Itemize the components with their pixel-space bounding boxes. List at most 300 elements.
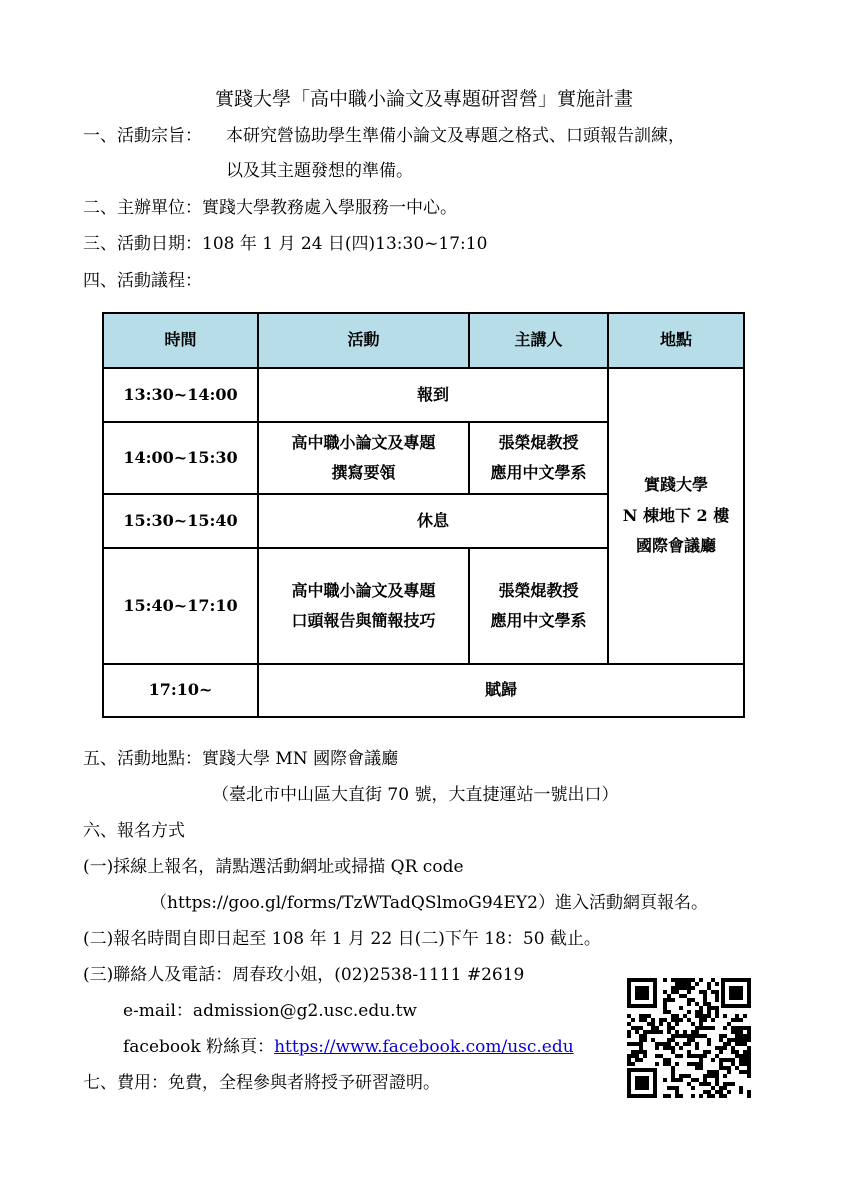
table-rule <box>468 421 470 493</box>
location-line1: 實踐大學 <box>643 475 708 495</box>
qr-module <box>635 1058 639 1062</box>
qr-module <box>691 978 695 982</box>
qr-module <box>699 1010 703 1014</box>
qr-module <box>699 990 703 994</box>
qr-module <box>747 1094 751 1098</box>
qr-module <box>651 1022 655 1026</box>
qr-module <box>675 1034 679 1038</box>
qr-module <box>643 1018 647 1022</box>
qr-module <box>695 1030 699 1034</box>
qr-module <box>687 1010 691 1014</box>
qr-module <box>707 1002 711 1006</box>
qr-module <box>679 1034 683 1038</box>
qr-module <box>639 1026 643 1030</box>
qr-module <box>711 978 715 982</box>
registration-item-2: (二)報名時間自即日起至 108 年 1 月 22 日(二)下午 18：50 截止。 <box>83 929 601 949</box>
facebook-link[interactable]: https://www.facebook.com/usc.edu <box>274 1037 574 1057</box>
qr-module <box>655 1030 659 1034</box>
qr-module <box>715 1078 719 1082</box>
qr-module <box>639 1018 643 1022</box>
qr-module <box>679 1074 683 1078</box>
qr-module <box>719 1066 723 1070</box>
qr-module <box>687 1042 691 1046</box>
qr-module <box>679 994 683 998</box>
qr-module <box>679 986 683 990</box>
row5-activity: 賦歸 <box>484 680 517 700</box>
qr-module <box>699 1034 703 1038</box>
qr-module <box>635 1030 639 1034</box>
row4-time: 15:40~17:10 <box>123 595 238 615</box>
qr-module <box>627 1014 631 1018</box>
qr-module <box>639 1014 643 1018</box>
qr-module <box>679 1094 683 1098</box>
qr-module <box>703 1082 707 1086</box>
qr-module <box>671 1026 675 1030</box>
qr-module <box>691 1054 695 1058</box>
qr-module <box>663 990 667 994</box>
qr-module <box>687 1002 691 1006</box>
qr-module <box>735 1038 739 1042</box>
purpose-line-1: 本研究營協助學生準備小論文及專題之格式、口頭報告訓練， <box>226 126 685 146</box>
qr-module <box>687 1054 691 1058</box>
qr-module <box>719 1046 723 1050</box>
qr-module <box>675 990 679 994</box>
table-rule <box>104 421 609 423</box>
row2-activity <box>259 423 468 493</box>
registration-form-url: （https://goo.gl/forms/TzWTadQSlmoG94EY2）進入活動網頁報名。 <box>150 893 708 913</box>
row4-activity-line1: 高中職小論文及專題 <box>291 580 436 600</box>
qr-module <box>683 986 687 990</box>
qr-module <box>699 1014 703 1018</box>
qr-module <box>663 1018 667 1022</box>
qr-module <box>715 1046 719 1050</box>
table-rule <box>104 367 743 369</box>
qr-module <box>719 1058 723 1062</box>
qr-module <box>695 1026 699 1030</box>
qr-module <box>711 990 715 994</box>
qr-module <box>735 1042 739 1046</box>
qr-module <box>739 1026 743 1030</box>
qr-module <box>747 1054 751 1058</box>
qr-module <box>639 1034 643 1038</box>
qr-module <box>643 1030 647 1034</box>
qr-module <box>739 1038 743 1042</box>
qr-module <box>643 1054 647 1058</box>
qr-module <box>703 1034 707 1038</box>
qr-module <box>675 1042 679 1046</box>
qr-module <box>715 1010 719 1014</box>
qr-module <box>655 1042 659 1046</box>
qr-module <box>675 1062 679 1066</box>
row3-activity: 休息 <box>416 510 449 530</box>
qr-module <box>663 1058 667 1062</box>
qr-module <box>707 986 711 990</box>
qr-module <box>635 1050 639 1054</box>
qr-module <box>663 1078 667 1082</box>
qr-module <box>695 1046 699 1050</box>
qr-module <box>687 986 691 990</box>
header-speaker: 主講人 <box>470 314 607 367</box>
qr-module <box>723 1058 727 1062</box>
qr-module <box>735 1030 739 1034</box>
qr-module <box>711 1058 715 1062</box>
qr-module <box>723 1074 727 1078</box>
qr-module <box>675 1018 679 1022</box>
qr-module <box>735 1050 739 1054</box>
qr-module <box>743 1054 747 1058</box>
qr-module <box>691 1022 695 1026</box>
row4-activity <box>259 549 468 663</box>
qr-module <box>723 1086 727 1090</box>
qr-module <box>683 1034 687 1038</box>
qr-module <box>695 982 699 986</box>
qr-module <box>727 1022 731 1026</box>
qr-module <box>659 1054 663 1058</box>
venue-line-2: （臺北市中山區大直街 70 號，大直捷運站一號出口） <box>212 785 619 805</box>
qr-module <box>663 998 667 1002</box>
qr-module <box>747 1034 751 1038</box>
qr-module <box>639 1042 643 1046</box>
qr-module <box>687 1034 691 1038</box>
qr-module <box>659 1030 663 1034</box>
schedule-table <box>102 312 745 718</box>
qr-module <box>715 982 719 986</box>
qr-module <box>627 1030 631 1034</box>
qr-module <box>735 1066 739 1070</box>
qr-module <box>739 1054 743 1058</box>
qr-module <box>643 1034 647 1038</box>
qr-module <box>699 1026 703 1030</box>
qr-module <box>731 1058 735 1062</box>
qr-module <box>659 1042 663 1046</box>
qr-module <box>683 982 687 986</box>
qr-module <box>707 1026 711 1030</box>
qr-module <box>663 1042 667 1046</box>
qr-module <box>727 1038 731 1042</box>
qr-module <box>703 1026 707 1030</box>
qr-module <box>719 1050 723 1054</box>
qr-module <box>687 990 691 994</box>
qr-module <box>675 1022 679 1026</box>
qr-module <box>727 1066 731 1070</box>
qr-module <box>667 1042 671 1046</box>
qr-module <box>667 1058 671 1062</box>
qr-module <box>675 982 679 986</box>
venue-line-1: 五、活動地點：實踐大學 MN 國際會議廳 <box>83 749 399 769</box>
qr-module <box>679 1018 683 1022</box>
qr-module <box>663 1006 667 1010</box>
qr-module <box>715 994 719 998</box>
qr-module <box>695 1010 699 1014</box>
qr-module <box>747 1046 751 1050</box>
qr-module <box>743 1062 747 1066</box>
qr-module <box>631 1054 635 1058</box>
qr-module <box>727 1042 731 1046</box>
qr-module <box>647 1030 651 1034</box>
facebook-label: facebook 粉絲頁： <box>123 1037 275 1057</box>
qr-module <box>687 1074 691 1078</box>
qr-module <box>727 1082 731 1086</box>
qr-module <box>691 998 695 1002</box>
qr-module <box>631 1050 635 1054</box>
qr-module <box>707 1050 711 1054</box>
qr-module <box>683 994 687 998</box>
qr-module <box>683 1042 687 1046</box>
row3-time: 15:30~15:40 <box>123 510 238 530</box>
qr-module <box>707 1082 711 1086</box>
qr-module <box>671 1038 675 1042</box>
qr-module <box>747 1026 751 1030</box>
facebook-line <box>123 1039 574 1056</box>
qr-module <box>707 1010 711 1014</box>
row2-speaker <box>470 423 607 493</box>
qr-module <box>671 978 675 982</box>
qr-module <box>743 1042 747 1046</box>
qr-module <box>731 1062 735 1066</box>
qr-module <box>703 1090 707 1094</box>
qr-module <box>675 1078 679 1082</box>
qr-module <box>627 1034 631 1038</box>
qr-module <box>695 1042 699 1046</box>
qr-module <box>719 1034 723 1038</box>
qr-module <box>747 1070 751 1074</box>
qr-module <box>679 1006 683 1010</box>
row4-speaker-line1: 張榮焜教授 <box>498 580 579 600</box>
qr-module <box>667 1010 671 1014</box>
qr-module <box>719 1062 723 1066</box>
table-rule <box>468 314 470 367</box>
qr-module <box>639 1058 643 1062</box>
qr-module <box>687 982 691 986</box>
qr-module <box>671 1074 675 1078</box>
qr-module <box>699 1018 703 1022</box>
qr-module <box>711 1006 715 1010</box>
document-title: 實踐大學「高中職小論文及專題研習營」實施計畫 <box>214 88 633 110</box>
qr-module <box>723 1014 727 1018</box>
qr-module <box>691 1094 695 1098</box>
table-rule <box>607 314 609 663</box>
qr-module <box>687 998 691 1002</box>
qr-module <box>723 1034 727 1038</box>
qr-module <box>715 1014 719 1018</box>
qr-module <box>651 1026 655 1030</box>
qr-module <box>667 994 671 998</box>
qr-module <box>731 1026 735 1030</box>
qr-module <box>655 1062 659 1066</box>
qr-module <box>687 978 691 982</box>
qr-module <box>671 1046 675 1050</box>
qr-module <box>671 1014 675 1018</box>
qr-module <box>679 1046 683 1050</box>
qr-module <box>639 1046 643 1050</box>
qr-module <box>715 1070 719 1074</box>
row2-speaker-line2: 應用中文學系 <box>490 463 587 482</box>
row4-speaker-line2: 應用中文學系 <box>490 611 587 630</box>
qr-module <box>667 1062 671 1066</box>
qr-module <box>719 1094 723 1098</box>
qr-module <box>679 978 683 982</box>
qr-module <box>747 1050 751 1054</box>
qr-module <box>663 1002 667 1006</box>
qr-module <box>719 1038 723 1042</box>
qr-module <box>743 1050 747 1054</box>
qr-module <box>663 978 667 982</box>
qr-module <box>627 1058 631 1062</box>
qr-module <box>675 978 679 982</box>
header-time: 時間 <box>104 314 257 367</box>
purpose-line-2: 以及其主題發想的準備。 <box>226 161 413 181</box>
qr-module <box>703 1014 707 1018</box>
qr-module <box>707 1094 711 1098</box>
location-line3: 國際會議廳 <box>635 536 716 556</box>
qr-module <box>635 1026 639 1030</box>
qr-module <box>695 1002 699 1006</box>
qr-module <box>647 1014 651 1018</box>
qr-module <box>631 1042 635 1046</box>
qr-module <box>683 1014 687 1018</box>
table-rule <box>257 314 259 716</box>
qr-module <box>699 1006 703 1010</box>
qr-module <box>675 1094 679 1098</box>
qr-module <box>747 1038 751 1042</box>
qr-module <box>747 1062 751 1066</box>
table-rule <box>104 547 609 549</box>
qr-module <box>743 1014 747 1018</box>
qr-module <box>695 1034 699 1038</box>
qr-module <box>739 1042 743 1046</box>
qr-module <box>723 1066 727 1070</box>
qr-module <box>743 1038 747 1042</box>
location-cell <box>609 369 743 663</box>
qr-module <box>743 1026 747 1030</box>
purpose-label: 一、活動宗旨： <box>83 126 202 146</box>
qr-module <box>691 986 695 990</box>
qr-module <box>667 1022 671 1026</box>
qr-module <box>671 1050 675 1054</box>
qr-module <box>651 1018 655 1022</box>
qr-module <box>739 1030 743 1034</box>
qr-module <box>643 1014 647 1018</box>
qr-module <box>671 1086 675 1090</box>
qr-module <box>667 1030 671 1034</box>
qr-module <box>703 1018 707 1022</box>
qr-module <box>735 1034 739 1038</box>
qr-module <box>707 1090 711 1094</box>
qr-module <box>679 1054 683 1058</box>
qr-module <box>731 1030 735 1034</box>
qr-module <box>695 1078 699 1082</box>
qr-module <box>691 1086 695 1090</box>
qr-module <box>731 1018 735 1022</box>
qr-module <box>627 1022 631 1026</box>
qr-module <box>691 1030 695 1034</box>
row2-speaker-line1: 張榮焜教授 <box>498 432 579 452</box>
qr-module <box>631 1018 635 1022</box>
qr-module <box>675 1054 679 1058</box>
qr-module <box>687 1018 691 1022</box>
qr-module <box>703 1002 707 1006</box>
qr-module <box>695 1014 699 1018</box>
qr-module <box>699 1062 703 1066</box>
qr-module <box>715 1090 719 1094</box>
table-rule <box>104 493 609 495</box>
qr-module <box>743 1034 747 1038</box>
qr-module <box>671 986 675 990</box>
qr-module <box>707 1042 711 1046</box>
qr-module <box>647 1022 651 1026</box>
agenda-label: 四、活動議程： <box>83 271 202 291</box>
row5-time: 17:10~ <box>148 680 213 700</box>
qr-module <box>663 1046 667 1050</box>
qr-module <box>683 1074 687 1078</box>
qr-module <box>671 1066 675 1070</box>
qr-module <box>675 1030 679 1034</box>
qr-module <box>671 1070 675 1074</box>
row4-speaker <box>470 549 607 663</box>
qr-module <box>659 1018 663 1022</box>
qr-module <box>739 1086 743 1090</box>
location-line2: N 棟地下 2 樓 <box>622 505 730 525</box>
qr-module <box>675 1090 679 1094</box>
qr-module <box>723 1042 727 1046</box>
row2-activity-line1: 高中職小論文及專題 <box>291 432 436 452</box>
qr-module <box>739 1018 743 1022</box>
contact-email: e-mail：admission@g2.usc.edu.tw <box>123 1001 417 1021</box>
qr-module <box>627 1062 631 1066</box>
qr-module <box>659 1022 663 1026</box>
qr-module <box>739 1070 743 1074</box>
qr-module <box>675 986 679 990</box>
qr-module <box>703 990 707 994</box>
qr-module <box>691 1078 695 1082</box>
qr-module <box>739 1034 743 1038</box>
qr-module <box>691 1062 695 1066</box>
qr-module <box>727 1070 731 1074</box>
qr-module <box>691 1038 695 1042</box>
qr-module <box>695 1066 699 1070</box>
qr-module <box>707 1006 711 1010</box>
qr-module <box>743 1058 747 1062</box>
row1-time: 13:30~14:00 <box>123 384 238 404</box>
qr-module <box>707 1074 711 1078</box>
qr-code-icon[interactable] <box>625 976 753 1100</box>
registration-item-1: (一)採線上報名，請點選活動網址或掃描 QR code <box>83 857 464 877</box>
qr-module <box>719 1086 723 1090</box>
qr-module <box>675 1086 679 1090</box>
qr-module <box>735 1054 739 1058</box>
qr-module <box>715 1082 719 1086</box>
qr-module <box>687 1062 691 1066</box>
qr-module <box>703 998 707 1002</box>
qr-module <box>635 1042 639 1046</box>
qr-module <box>679 1078 683 1082</box>
qr-module <box>711 1018 715 1022</box>
qr-module <box>655 1026 659 1030</box>
qr-module <box>687 1050 691 1054</box>
date-line: 三、活動日期：108 年 1 月 24 日(四)13:30~17:10 <box>83 234 488 254</box>
qr-module <box>703 1074 707 1078</box>
qr-module <box>699 1022 703 1026</box>
qr-module <box>715 998 719 1002</box>
qr-module <box>711 1094 715 1098</box>
qr-module <box>743 1070 747 1074</box>
qr-module <box>727 1058 731 1062</box>
qr-module <box>663 1010 667 1014</box>
row2-time: 14:00~15:30 <box>123 447 238 467</box>
qr-module <box>631 1026 635 1030</box>
qr-module <box>715 990 719 994</box>
qr-module <box>739 1058 743 1062</box>
